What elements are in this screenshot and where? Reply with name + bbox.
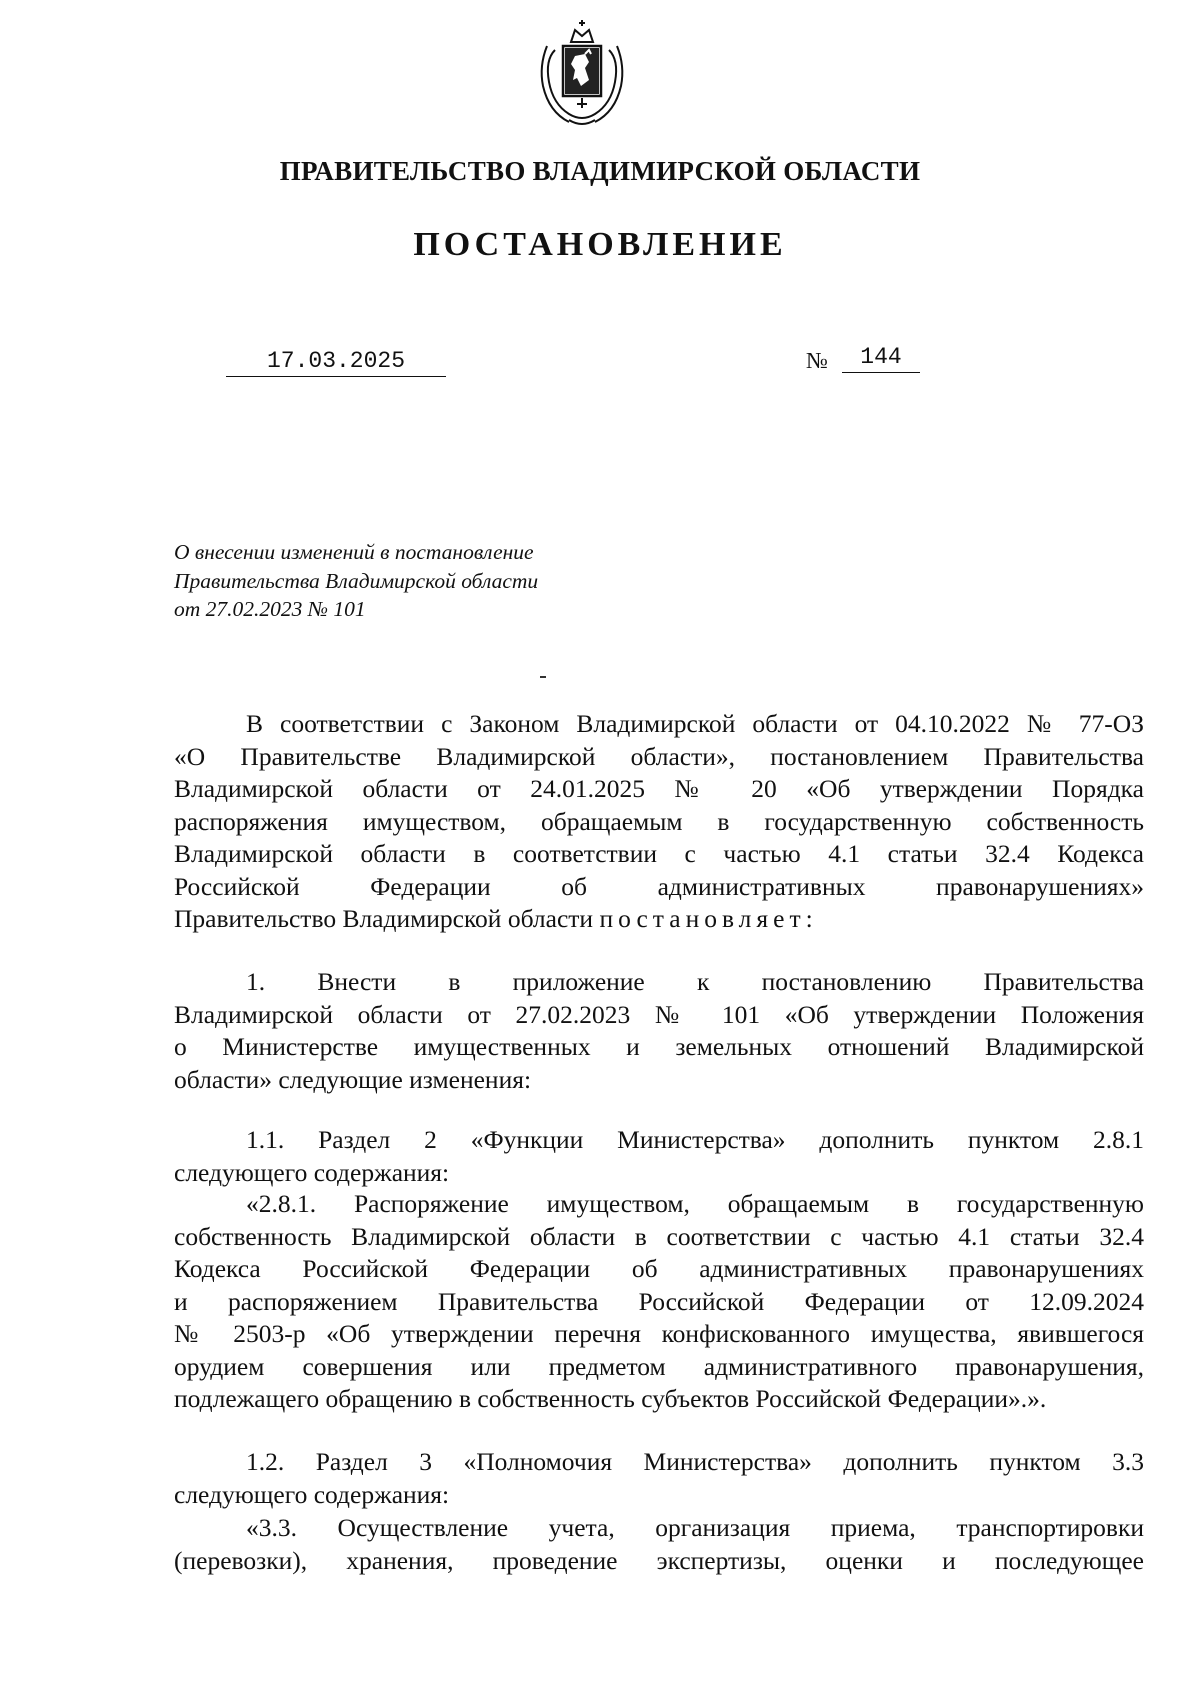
text-line: В соответствии с Законом Владимирской области от 04.10.2022 № 77-ОЗ xyxy=(246,709,1144,738)
scan-speck xyxy=(540,676,546,678)
text-line: «О Правительстве Владимирской области», постановлением Правительства xyxy=(174,741,1144,771)
text-line: распоряжения имуществом, обращаемым в государственную собственность xyxy=(174,806,1144,836)
item-1-2-paragraph xyxy=(174,1446,1144,1511)
item-1-1-paragraph xyxy=(174,1124,1144,1189)
text-line: Кодекса Российской Федерации об административных правонарушениях xyxy=(174,1254,1144,1283)
text-line: Владимирской области от 27.02.2023 № 101 «Об утверждении Положения xyxy=(174,999,1144,1029)
text-line: «3.3. Осуществление учета, организация приема, транспортировки xyxy=(246,1513,1144,1542)
item-1-paragraph xyxy=(174,966,1144,1096)
text-line: 1.1. Раздел 2 «Функции Министерства» дополнить пунктом 2.8.1 xyxy=(246,1125,1144,1154)
text-line: «2.8.1. Распоряжение имуществом, обращаемым в государственную xyxy=(246,1189,1144,1218)
number-label: № xyxy=(806,348,828,373)
text-line: № 2503-р «Об утверждении перечня конфискованного имущества, явившегося xyxy=(174,1319,1144,1348)
document-type-title: ПОСТАНОВЛЕНИЕ xyxy=(413,226,787,263)
quote-3-3-paragraph xyxy=(174,1512,1144,1577)
text-line: и распоряжением Правительства Российской Федерации от 12.09.2024 xyxy=(174,1286,1144,1316)
document-number: 144 xyxy=(842,344,920,373)
text-line: подлежащего обращению в собственность субъектов Российской Федерации».». xyxy=(174,1384,1047,1413)
decree-word: постановляет: xyxy=(599,904,818,933)
text-line: Российской Федерации об административных правонарушениях» xyxy=(174,871,1144,901)
preamble-paragraph xyxy=(174,708,1144,936)
document-subject xyxy=(174,538,624,624)
text-line: орудием совершения или предметом административного правонарушения, xyxy=(174,1351,1144,1381)
subject-line: Правительства Владимирской области xyxy=(174,568,539,593)
subject-line: О внесении изменений в постановление xyxy=(174,540,534,564)
subject-line: от 27.02.2023 № 101 xyxy=(174,597,366,621)
text-line xyxy=(174,903,1144,936)
text-line: собственность Владимирской области в соответствии с частью 4.1 статьи 32.4 xyxy=(174,1221,1144,1251)
text-fragment: Правительство Владимирской области xyxy=(174,904,594,933)
text-line: следующего содержания: xyxy=(174,1157,450,1187)
coat-of-arms-icon xyxy=(535,20,629,128)
text-line: Владимирской области в соответствии с частью 4.1 статьи 32.4 Кодекса xyxy=(174,839,1144,868)
quote-2-8-1-paragraph xyxy=(174,1188,1144,1416)
government-title: ПРАВИТЕЛЬСТВО ВЛАДИМИРСКОЙ ОБЛАСТИ xyxy=(279,156,921,186)
text-line: 1. Внести в приложение к постановлению Правительства xyxy=(246,967,1144,996)
document-date: 17.03.2025 xyxy=(226,348,446,377)
text-line: области» следующие изменения: xyxy=(174,1064,532,1094)
text-line: (перевозки), хранения, проведение экспертизы, оценки и последующее xyxy=(174,1545,1144,1575)
text-line: 1.2. Раздел 3 «Полномочия Министерства» дополнить пунктом 3.3 xyxy=(246,1447,1144,1476)
text-line: следующего содержания: xyxy=(174,1479,450,1509)
text-line: Владимирской области от 24.01.2025 № 20 «Об утверждении Порядка xyxy=(174,774,1144,803)
text-line: о Министерстве имущественных и земельных отношений Владимирской xyxy=(174,1032,1144,1061)
